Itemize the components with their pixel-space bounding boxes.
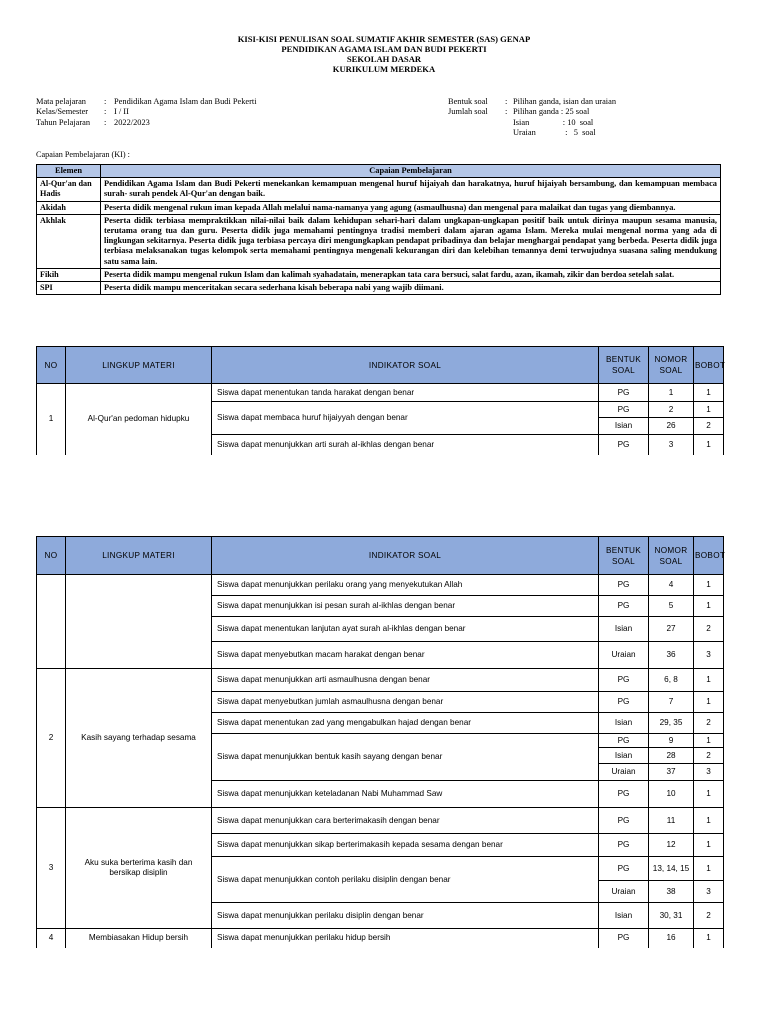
meta-sep: : — [104, 107, 107, 117]
table-row — [37, 669, 724, 692]
cell-nomor: 12 — [649, 834, 694, 857]
cell-bentuk: Isian — [599, 713, 649, 734]
cell-no: 1 — [37, 384, 66, 455]
cell-bobot: 1 — [694, 734, 724, 748]
cell-indikator: Siswa dapat menyebutkan macam harakat dengan benar — [212, 642, 599, 669]
cell-nomor: 9 — [649, 734, 694, 748]
header-no: NO — [37, 537, 66, 575]
header-bobot: BOBOT — [694, 537, 724, 575]
meta-value: Uraian : 5 soal — [513, 128, 596, 138]
cell-no: 3 — [37, 808, 66, 929]
header-lingkup: LINGKUP MATERI — [66, 347, 212, 384]
cell-nomor: 13, 14, 15 — [649, 857, 694, 881]
header-bentuk: BENTUK SOAL — [599, 347, 649, 384]
cell-bobot: 2 — [694, 418, 724, 435]
meta-right — [448, 97, 616, 139]
meta-value: 2022/2023 — [114, 117, 150, 127]
cp-text: Peserta didik mengenal rukun iman kepada Allah melalui nama-namanya yang agung (asmaulhusna) dan mengenal para malaikat dan tugas yang diembannya. — [101, 201, 721, 214]
cell-bentuk: PG — [599, 929, 649, 948]
cell-bentuk: Isian — [599, 748, 649, 764]
cell-bentuk: Isian — [599, 617, 649, 642]
cell-bobot: 2 — [694, 748, 724, 764]
cp-elemen: Al-Qur'an dan Hadis — [37, 178, 101, 201]
header-bobot: BOBOT — [694, 347, 724, 384]
cell-nomor: 30, 31 — [649, 903, 694, 929]
meta-value: I / II — [114, 107, 129, 117]
title-line-3: SEKOLAH DASAR — [346, 54, 422, 64]
cell-nomor: 38 — [649, 881, 694, 903]
meta-row — [448, 97, 616, 107]
cell-bobot: 1 — [694, 575, 724, 596]
cell-no: 2 — [37, 669, 66, 808]
meta-value: Isian : 10 soal — [513, 117, 594, 127]
cell-nomor: 28 — [649, 748, 694, 764]
cell-bobot: 1 — [694, 692, 724, 713]
cell-indikator: Siswa dapat membaca huruf hijaiyyah dengan benar — [212, 402, 599, 435]
cell-bobot: 1 — [694, 384, 724, 402]
meta-sep: : — [104, 117, 107, 127]
cell-bobot: 1 — [694, 929, 724, 948]
cell-bobot: 2 — [694, 617, 724, 642]
grid-header-row — [37, 537, 724, 575]
cell-indikator: Siswa dapat menunjukkan isi pesan surah al-ikhlas dengan benar — [212, 596, 599, 617]
cp-elemen: Fikih — [37, 268, 101, 281]
cell-nomor: 37 — [649, 764, 694, 781]
cell-indikator: Siswa dapat menunjukkan cara berterimakasih dengan benar — [212, 808, 599, 834]
meta-label: Jumlah soal — [448, 107, 488, 117]
cp-text: Peserta didik mampu menceritakan secara sederhana kisah beberapa nabi yang wajib diimani. — [101, 282, 721, 295]
cell-indikator: Siswa dapat menentukan tanda harakat dengan benar — [212, 384, 599, 402]
cell-indikator: Siswa dapat menunjukkan sikap berterimakasih kepada sesama dengan benar — [212, 834, 599, 857]
cell-no: 4 — [37, 929, 66, 948]
cell-bobot: 1 — [694, 808, 724, 834]
cell-indikator: Siswa dapat menunjukkan bentuk kasih sayang dengan benar — [212, 734, 599, 781]
cell-lingkup: Membiasakan Hidup bersih — [66, 929, 212, 948]
cell-bentuk: Isian — [599, 903, 649, 929]
cell-nomor: 36 — [649, 642, 694, 669]
cell-indikator: Siswa dapat menentukan lanjutan ayat surah al-ikhlas dengan benar — [212, 617, 599, 642]
kisi-table-2 — [36, 536, 724, 948]
meta-label: Kelas/Semester — [36, 107, 89, 117]
grid-header-row — [37, 347, 724, 384]
cp-text: Peserta didik mampu mengenal rukun Islam dan kalimah syahadatain, menerapkan tata cara bersuci, salat fardu, azan, ikamah, zikir dan berdoa setelah salat. — [101, 268, 721, 281]
title-line-2: PENDIDIKAN AGAMA ISLAM DAN BUDI PEKERTI — [281, 44, 487, 54]
cell-indikator: Siswa dapat menunjukkan keteladanan Nabi Muhammad Saw — [212, 781, 599, 808]
table-row — [37, 808, 724, 834]
cell-no-empty — [37, 575, 66, 669]
meta-row — [36, 118, 257, 128]
cell-indikator: Siswa dapat menentukan zad yang mengabulkan hajad dengan benar — [212, 713, 599, 734]
cell-bentuk: Uraian — [599, 642, 649, 669]
header-no: NO — [37, 347, 66, 384]
cell-lingkup-empty — [66, 575, 212, 669]
cell-bobot: 3 — [694, 764, 724, 781]
cell-bentuk: PG — [599, 669, 649, 692]
cell-bobot: 2 — [694, 903, 724, 929]
cell-nomor: 29, 35 — [649, 713, 694, 734]
meta-label: Mata pelajaran — [36, 97, 86, 106]
cell-bobot: 3 — [694, 642, 724, 669]
meta-sep: : — [505, 97, 508, 106]
cell-indikator: Siswa dapat menunjukkan arti surah al-ikhlas dengan benar — [212, 435, 599, 455]
header-nomor: NOMOR SOAL — [649, 347, 694, 384]
cell-bobot: 1 — [694, 781, 724, 808]
cell-indikator: Siswa dapat menunjukkan perilaku disiplin dengan benar — [212, 903, 599, 929]
meta-row — [448, 107, 616, 117]
document-title — [0, 34, 768, 74]
cell-bentuk: PG — [599, 834, 649, 857]
meta-label: Bentuk soal — [448, 97, 488, 106]
cp-row — [37, 282, 721, 295]
cell-indikator: Siswa dapat menunjukkan perilaku orang yang menyekutukan Allah — [212, 575, 599, 596]
cell-bentuk: PG — [599, 734, 649, 748]
cell-indikator: Siswa dapat menunjukkan perilaku hidup bersih — [212, 929, 599, 948]
meta-label: Tahun Pelajaran — [36, 117, 91, 127]
cell-bobot: 1 — [694, 435, 724, 455]
cell-bobot: 1 — [694, 596, 724, 617]
header-nomor: NOMOR SOAL — [649, 537, 694, 575]
meta-row — [36, 107, 257, 117]
meta-row — [448, 118, 616, 128]
cp-row — [37, 178, 721, 201]
cell-bentuk: PG — [599, 596, 649, 617]
meta-value: Pilihan ganda : 25 soal — [513, 107, 590, 117]
cp-label: Capaian Pembelajaran (KI) : — [36, 150, 130, 159]
cell-bentuk: PG — [599, 808, 649, 834]
meta-label — [448, 118, 505, 128]
cell-nomor: 2 — [649, 402, 694, 418]
header-lingkup: LINGKUP MATERI — [66, 537, 212, 575]
meta-row — [448, 128, 616, 138]
meta-value: Pendidikan Agama Islam dan Budi Pekerti — [114, 97, 257, 106]
cell-bentuk: PG — [599, 781, 649, 808]
cp-text: Peserta didik terbiasa mempraktikkan nilai-nilai baik dalam kehidupan sehari-hari dalam ungkapan-ungkapan positif baik untuk dirinya maupun sesama manusia, terutama orang tua dan guru. Peserta didik juga memahami pentingnya tradisi memberi dalam ajaran agama Islam. Mereka mulai mengenal norma yang ada di lingkungan sekitarnya. Peserta didik juga terbiasa percaya diri mengungkapkan pendapat pribadinya dan belajar menghargai pendapat yang berbeda. Peserta didik juga terbiasa melaksanakan tugas kelompok serta memahami pentingnya mengenali kekurangan diri dan kelebihan temannya demi terwujudnya suasana saling mendukung satu sama lain. — [101, 214, 721, 268]
meta-label — [448, 128, 505, 138]
cell-nomor: 26 — [649, 418, 694, 435]
title-line-4: KURIKULUM MERDEKA — [332, 64, 436, 74]
cell-nomor: 11 — [649, 808, 694, 834]
cell-nomor: 27 — [649, 617, 694, 642]
header-indikator: INDIKATOR SOAL — [212, 537, 599, 575]
cell-bentuk: PG — [599, 692, 649, 713]
cell-bobot: 2 — [694, 713, 724, 734]
cell-lingkup: Aku suka berterima kasih dan bersikap disiplin — [66, 808, 212, 929]
cp-text: Pendidikan Agama Islam dan Budi Pekerti menekankan kemampuan mengenal huruf hijaiyah dan harakatnya, huruf hijaiyah bersambung, dan kemampuan membaca surah- surah pendek Al-Qur'an dengan baik. — [101, 178, 721, 201]
cell-nomor: 3 — [649, 435, 694, 455]
cp-elemen: Akhlak — [37, 214, 101, 268]
cp-row — [37, 268, 721, 281]
table-row — [37, 575, 724, 596]
cell-bobot: 1 — [694, 402, 724, 418]
cell-nomor: 16 — [649, 929, 694, 948]
cp-header-row — [37, 165, 721, 178]
cell-indikator: Siswa dapat menyebutkan jumlah asmaulhusna dengan benar — [212, 692, 599, 713]
meta-sep — [505, 128, 513, 138]
meta-sep — [505, 118, 513, 128]
cp-elemen: Akidah — [37, 201, 101, 214]
cell-bentuk: PG — [599, 435, 649, 455]
meta-value: Pilihan ganda, isian dan uraian — [513, 97, 617, 106]
cell-nomor: 4 — [649, 575, 694, 596]
cell-nomor: 1 — [649, 384, 694, 402]
cell-nomor: 7 — [649, 692, 694, 713]
cell-nomor: 10 — [649, 781, 694, 808]
cell-bentuk: PG — [599, 575, 649, 596]
cell-bobot: 1 — [694, 669, 724, 692]
cell-lingkup: Kasih sayang terhadap sesama — [66, 669, 212, 808]
cell-bobot: 1 — [694, 857, 724, 881]
meta-sep: : — [104, 97, 107, 106]
cp-row — [37, 201, 721, 214]
cell-indikator: Siswa dapat menunjukkan arti asmaulhusna dengan benar — [212, 669, 599, 692]
table-row — [37, 384, 724, 402]
meta-row — [36, 97, 257, 107]
cell-indikator: Siswa dapat menunjukkan contoh perilaku disiplin dengan benar — [212, 857, 599, 903]
cp-header-elemen: Elemen — [37, 165, 101, 178]
cell-bentuk: Isian — [599, 418, 649, 435]
cell-lingkup: Al-Qur'an pedoman hidupku — [66, 384, 212, 455]
meta-left — [36, 97, 257, 128]
header-bentuk: BENTUK SOAL — [599, 537, 649, 575]
cell-bentuk: PG — [599, 402, 649, 418]
cell-nomor: 6, 8 — [649, 669, 694, 692]
header-indikator: INDIKATOR SOAL — [212, 347, 599, 384]
cell-bobot: 3 — [694, 881, 724, 903]
cell-bentuk: PG — [599, 384, 649, 402]
cp-header-capaian: Capaian Pembelajaran — [101, 165, 721, 178]
cell-bentuk: Uraian — [599, 881, 649, 903]
cp-row — [37, 214, 721, 268]
meta-sep: : — [505, 107, 508, 117]
title-line-1: KISI-KISI PENULISAN SOAL SUMATIF AKHIR SEMESTER (SAS) GENAP — [237, 34, 531, 44]
cell-nomor: 5 — [649, 596, 694, 617]
table-row — [37, 929, 724, 948]
cp-elemen: SPI — [37, 282, 101, 295]
kisi-table-1 — [36, 346, 724, 455]
cell-bobot: 1 — [694, 834, 724, 857]
cell-bentuk: Uraian — [599, 764, 649, 781]
cell-bentuk: PG — [599, 857, 649, 881]
cp-table — [36, 164, 721, 295]
